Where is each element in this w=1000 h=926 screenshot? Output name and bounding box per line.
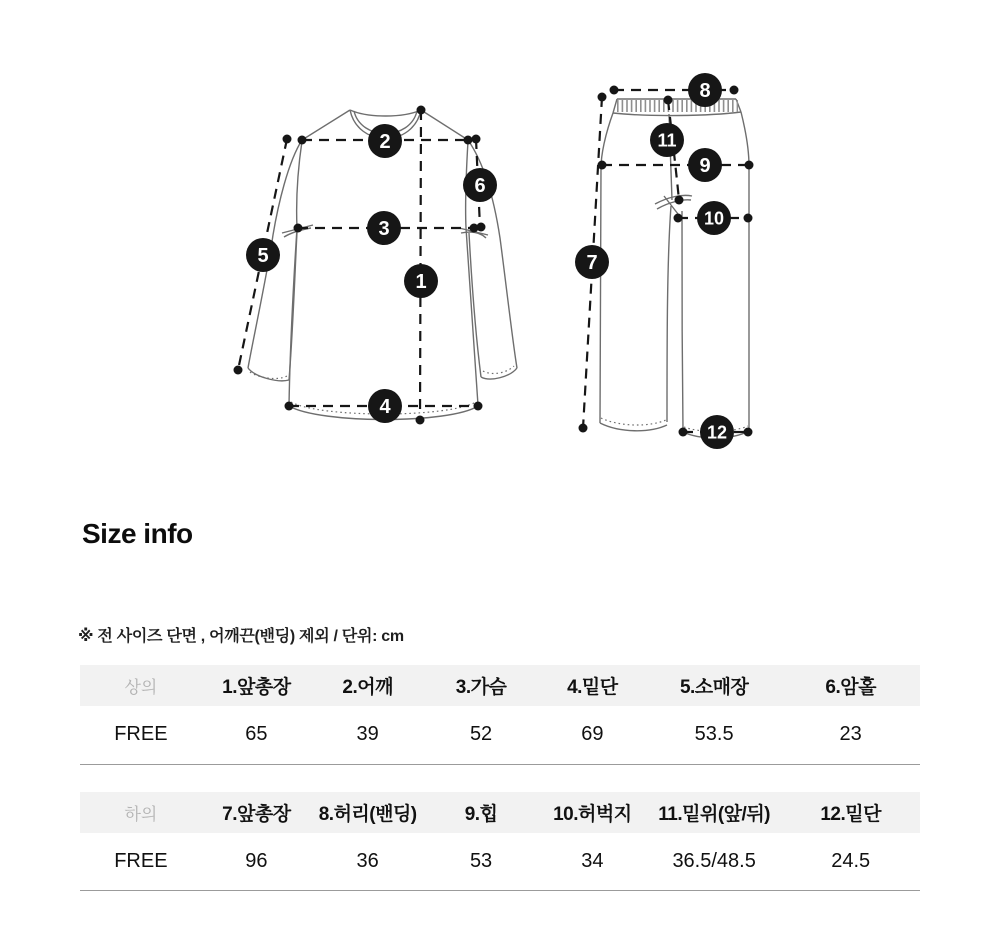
svg-text:8: 8: [699, 80, 711, 102]
col-header: 1.앞총장: [202, 665, 311, 706]
cell-value: 53.5: [647, 706, 781, 764]
measure-marker-7: [575, 245, 609, 279]
col-header: 4.밑단: [538, 665, 647, 706]
col-header: 3.가슴: [424, 665, 537, 706]
table-row: [80, 706, 920, 764]
col-header: 10.허벅지: [538, 792, 647, 833]
measure-marker-11: [650, 123, 684, 157]
col-header: 6.암홀: [781, 665, 920, 706]
cell-value: 24.5: [781, 833, 920, 891]
cell-value: 23: [781, 706, 920, 764]
measure-marker-10: [697, 201, 731, 235]
measure-marker-12: [700, 415, 734, 449]
size-tables: [80, 665, 920, 891]
svg-text:6: 6: [474, 175, 486, 197]
svg-text:3: 3: [378, 218, 390, 240]
svg-text:1: 1: [415, 271, 427, 293]
col-header: 12.밑단: [781, 792, 920, 833]
size-label: FREE: [80, 706, 202, 764]
svg-text:12: 12: [706, 422, 728, 443]
size-note: ※ 전 사이즈 단면 , 어깨끈(밴딩) 제외 / 단위: cm: [78, 628, 404, 645]
size-table-top: [80, 665, 920, 765]
col-header: 11.밑위(앞/뒤): [647, 792, 781, 833]
col-header: 8.허리(밴딩): [311, 792, 424, 833]
col-header: 7.앞총장: [202, 792, 311, 833]
col-header: 9.힙: [424, 792, 537, 833]
cell-value: 36: [311, 833, 424, 891]
size-label: FREE: [80, 833, 202, 891]
col-header: 2.어깨: [311, 665, 424, 706]
cell-value: 34: [538, 833, 647, 891]
measure-marker-6: [463, 168, 497, 202]
table-header-row: [80, 665, 920, 706]
table-row: [80, 833, 920, 891]
measure-marker-9: [688, 148, 722, 182]
cell-value: 52: [424, 706, 537, 764]
measure-marker-4: [368, 389, 402, 423]
measure-marker-1: [404, 264, 438, 298]
svg-text:9: 9: [699, 155, 711, 177]
cell-value: 36.5/48.5: [647, 833, 781, 891]
size-table-bottom: [80, 792, 920, 892]
cell-value: 69: [538, 706, 647, 764]
cell-value: 39: [311, 706, 424, 764]
measure-marker-8: [688, 73, 722, 107]
svg-text:4: 4: [379, 396, 391, 418]
measure-marker-5: [246, 238, 280, 272]
measure-marker-3: [367, 211, 401, 245]
col-header: 5.소매장: [647, 665, 781, 706]
svg-text:5: 5: [257, 245, 269, 267]
svg-text:10: 10: [703, 208, 725, 229]
measure-marker-2: [368, 124, 402, 158]
svg-text:2: 2: [379, 131, 391, 153]
group-label-bottom: 하의: [80, 792, 202, 833]
group-label-top: 상의: [80, 665, 202, 706]
svg-text:7: 7: [586, 252, 598, 274]
cell-value: 65: [202, 706, 311, 764]
table-header-row: [80, 792, 920, 833]
cell-value: 96: [202, 833, 311, 891]
cell-value: 53: [424, 833, 537, 891]
svg-text:11: 11: [657, 130, 677, 151]
page-title: Size info: [82, 518, 193, 549]
